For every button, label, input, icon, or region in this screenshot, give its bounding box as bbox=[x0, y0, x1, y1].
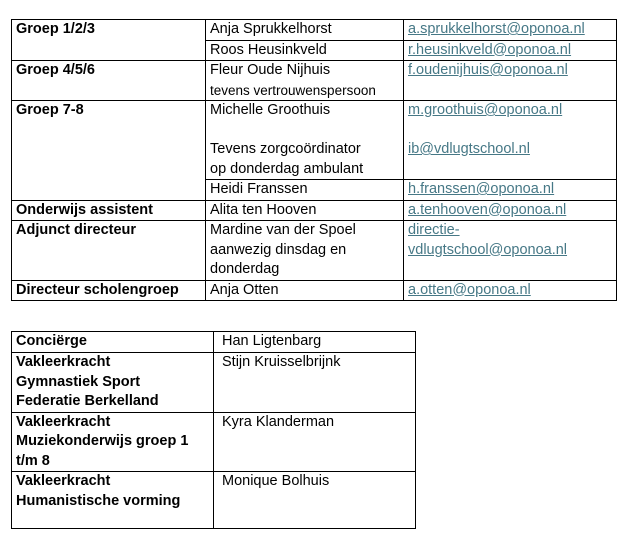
table-row bbox=[12, 353, 416, 413]
group-label-7-8: Groep 7-8 bbox=[12, 101, 206, 201]
email-cell bbox=[404, 180, 617, 201]
email-cell bbox=[404, 101, 617, 180]
table-row bbox=[12, 412, 416, 472]
email-link[interactable]: r.heusinkveld@oponoa.nl bbox=[408, 41, 572, 58]
role-note: op donderdag ambulant bbox=[210, 160, 364, 177]
table-row bbox=[12, 280, 617, 301]
teacher-name: Michelle Groothuis bbox=[210, 102, 331, 118]
role-note: donderdag bbox=[210, 261, 280, 277]
person-name: Kyra Klanderman bbox=[214, 412, 416, 472]
role-label-line: Vakleerkracht bbox=[16, 413, 111, 430]
table-row bbox=[12, 61, 617, 101]
person-name: Han Ligtenbarg bbox=[214, 332, 416, 353]
role-label-line: Vakleerkracht bbox=[16, 473, 111, 489]
role-label bbox=[12, 332, 214, 353]
email-cell bbox=[404, 200, 617, 221]
teacher-cell bbox=[206, 221, 404, 281]
email-link-part-2[interactable]: vdlugtschool@oponoa.nl bbox=[408, 241, 568, 258]
group-label-1-2-3: Groep 1/2/3 bbox=[12, 20, 206, 61]
role-label-line: Gymnastiek Sport bbox=[16, 373, 141, 390]
teacher-cell bbox=[206, 101, 404, 180]
email-link[interactable]: h.franssen@oponoa.nl bbox=[408, 181, 555, 197]
role-note: Tevens zorgcoördinator bbox=[210, 141, 361, 157]
role-label-line: Muziekonderwijs groep 1 bbox=[16, 433, 189, 449]
role-label-line: Vakleerkracht bbox=[16, 354, 111, 370]
role-label-line: Federatie Berkelland bbox=[16, 393, 159, 409]
role-label-directeur: Directeur scholengroep bbox=[12, 280, 206, 301]
spacer bbox=[210, 121, 399, 141]
email-cell bbox=[404, 280, 617, 301]
role-label bbox=[12, 412, 214, 472]
person-name: Monique Bolhuis bbox=[214, 472, 416, 529]
email-cell bbox=[404, 20, 617, 41]
email-link[interactable]: f.oudenijhuis@oponoa.nl bbox=[408, 62, 568, 78]
role-note: tevens vertrouwenspersoon bbox=[210, 82, 376, 98]
role-label bbox=[12, 353, 214, 413]
role-note: aanwezig dinsdag en bbox=[210, 241, 347, 258]
email-cell bbox=[404, 40, 617, 61]
email-cell bbox=[404, 61, 617, 101]
role-label-line: Conciërge bbox=[16, 333, 87, 349]
role-label bbox=[12, 472, 214, 529]
teacher-name: Roos Heusinkveld bbox=[206, 40, 404, 61]
table-row bbox=[12, 20, 617, 41]
email-link[interactable]: a.otten@oponoa.nl bbox=[408, 281, 531, 298]
staff-contact-table bbox=[11, 19, 617, 301]
email-link[interactable]: a.tenhooven@oponoa.nl bbox=[408, 201, 567, 218]
email-link[interactable]: a.sprukkelhorst@oponoa.nl bbox=[408, 21, 585, 37]
table-row bbox=[12, 101, 617, 180]
table-row bbox=[12, 200, 617, 221]
teacher-name: Anja Otten bbox=[206, 280, 404, 301]
teacher-name: Anja Sprukkelhorst bbox=[206, 20, 404, 41]
spacer bbox=[408, 121, 612, 141]
group-label-4-5-6: Groep 4/5/6 bbox=[12, 61, 206, 101]
table-row bbox=[12, 472, 416, 529]
email-link[interactable]: m.groothuis@oponoa.nl bbox=[408, 102, 563, 118]
teacher-cell bbox=[206, 61, 404, 101]
table-row bbox=[12, 221, 617, 281]
role-label-adjunct: Adjunct directeur bbox=[12, 221, 206, 281]
specialist-table bbox=[11, 331, 416, 529]
table-row bbox=[12, 332, 416, 353]
person-name: Stijn Kruisselbrijnk bbox=[214, 353, 416, 413]
email-link-ib[interactable]: ib@vdlugtschool.nl bbox=[408, 141, 530, 157]
teacher-name: Mardine van der Spoel bbox=[210, 222, 356, 238]
email-cell bbox=[404, 221, 617, 281]
role-label-line: Humanistische vorming bbox=[16, 492, 181, 509]
teacher-name: Alita ten Hooven bbox=[206, 200, 404, 221]
role-label-line: t/m 8 bbox=[16, 452, 50, 469]
teacher-name: Heidi Franssen bbox=[206, 180, 404, 201]
teacher-name: Fleur Oude Nijhuis bbox=[210, 62, 331, 78]
email-link-part-1[interactable]: directie- bbox=[408, 222, 460, 238]
role-label-assistent: Onderwijs assistent bbox=[12, 200, 206, 221]
